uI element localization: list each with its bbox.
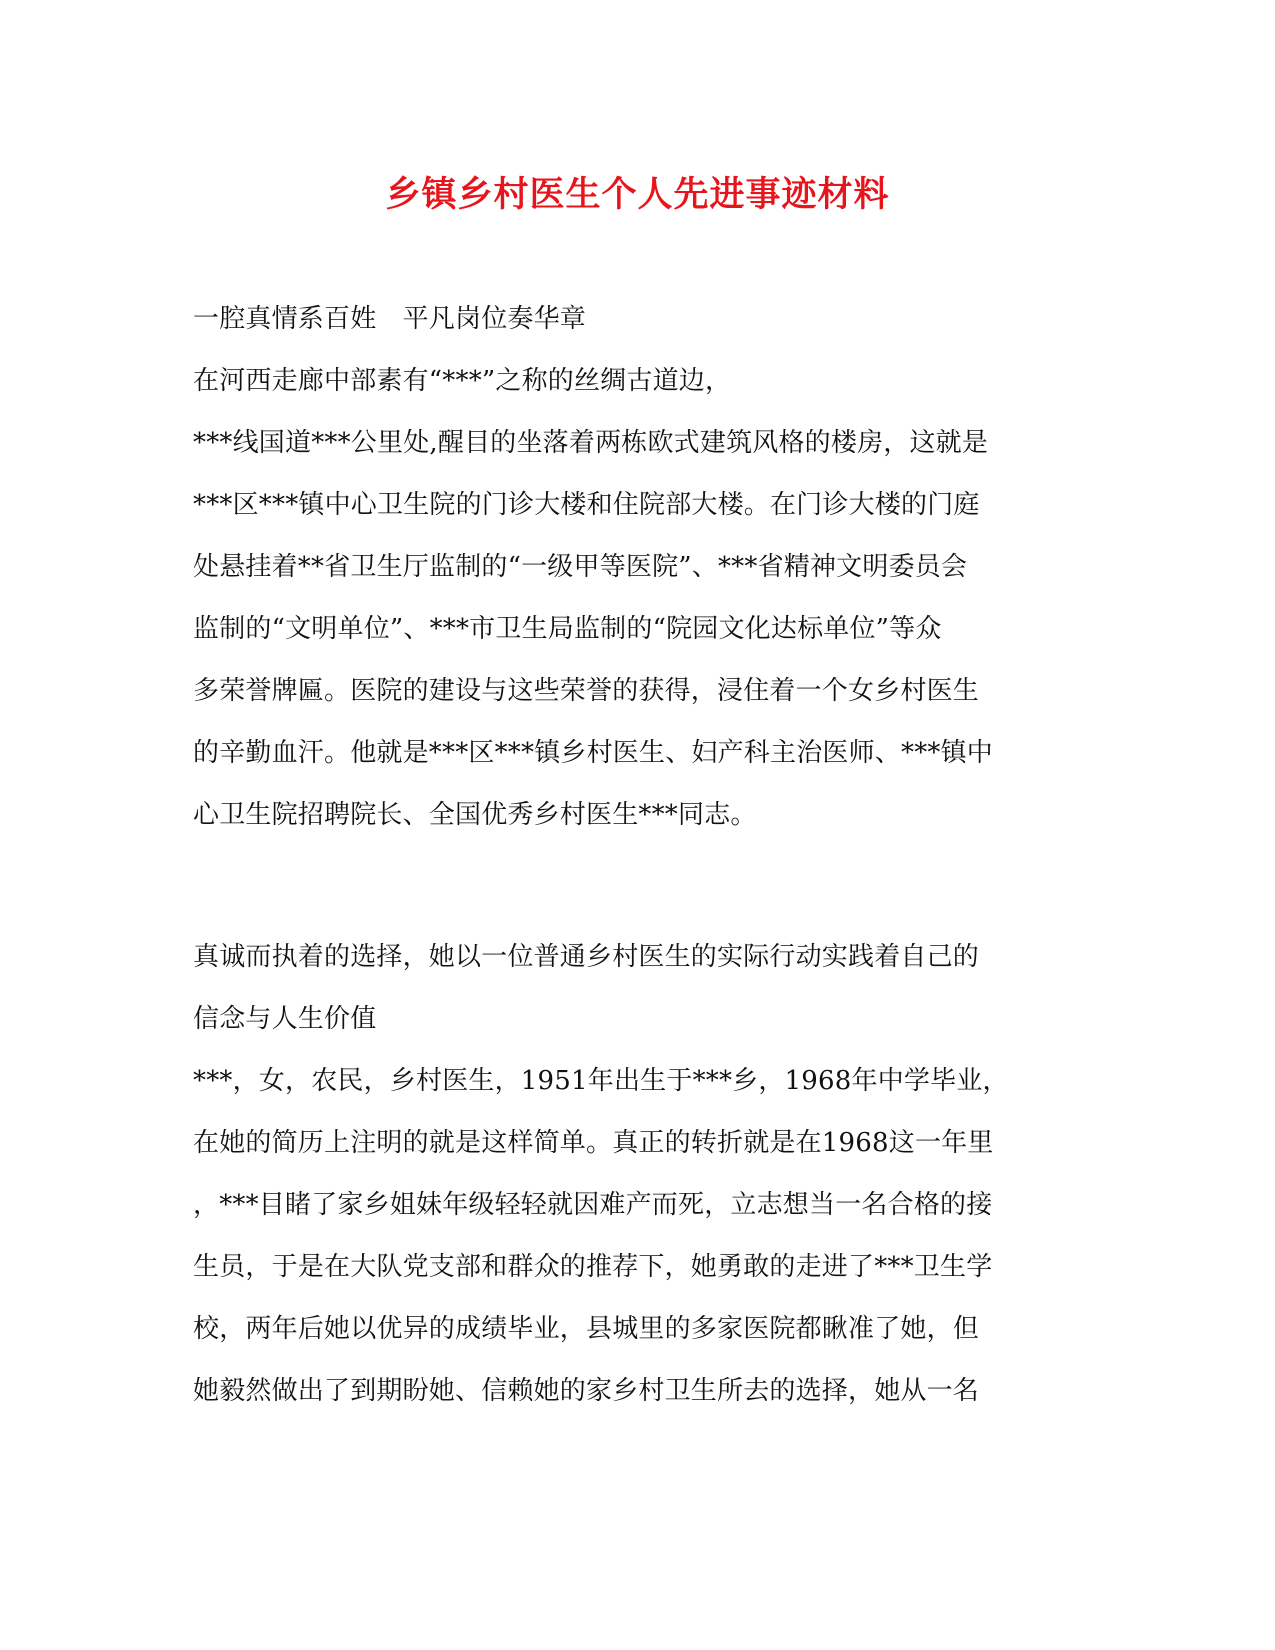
text-line: ***，女，农民，乡村医生，1951年出生于***乡，1968年中学毕业， <box>193 1066 1009 1096</box>
text-line: 处悬挂着**省卫生厅监制的“一级甲等医院”、***省精神文明委员会 <box>193 552 968 582</box>
text-line: ***区***镇中心卫生院的门诊大楼和住院部大楼。在门诊大楼的门庭 <box>193 490 980 520</box>
text-line: ***线国道***公里处,醒目的坐落着两栋欧式建筑风格的楼房，这就是 <box>193 428 989 458</box>
document-title: 乡镇乡村医生个人先进事迹材料 <box>385 174 890 215</box>
text-line: 在河西走廊中部素有“***”之称的丝绸古道边， <box>193 366 732 396</box>
section-heading-line: 信念与人生价值 <box>193 1004 377 1034</box>
text-line: 多荣誉牌匾。医院的建设与这些荣誉的获得，浸住着一个女乡村医生 <box>193 676 980 706</box>
paragraph-gap <box>193 846 1093 926</box>
text-line: ，***目睹了家乡姐妹年级轻轻就因难产而死，立志想当一名合格的接 <box>193 1190 993 1220</box>
subtitle-line: 一腔真情系百姓 平凡岗位奏华章 <box>193 304 587 334</box>
text-line: 校，两年后她以优异的成绩毕业，县城里的多家医院都瞅准了她，但 <box>193 1314 980 1344</box>
text-line: 监制的“文明单位”、***市卫生局监制的“院园文化达标单位”等众 <box>193 614 942 644</box>
section-heading-line: 真诚而执着的选择，她以一位普通乡村医生的实际行动实践着自己的 <box>193 942 980 972</box>
text-line: 生员，于是在大队党支部和群众的推荐下，她勇敢的走进了***卫生学 <box>193 1252 993 1282</box>
text-line: 的辛勤血汗。他就是***区***镇乡村医生、妇产科主治医师、***镇中 <box>193 738 994 768</box>
text-line: 她毅然做出了到期盼她、信赖她的家乡村卫生所去的选择，她从一名 <box>193 1376 980 1406</box>
text-line: 在她的简历上注明的就是这样简单。真正的转折就是在1968这一年里 <box>193 1128 994 1158</box>
text-line: 心卫生院招聘院长、全国优秀乡村医生***同志。 <box>193 800 757 830</box>
document-body <box>193 288 1093 1422</box>
